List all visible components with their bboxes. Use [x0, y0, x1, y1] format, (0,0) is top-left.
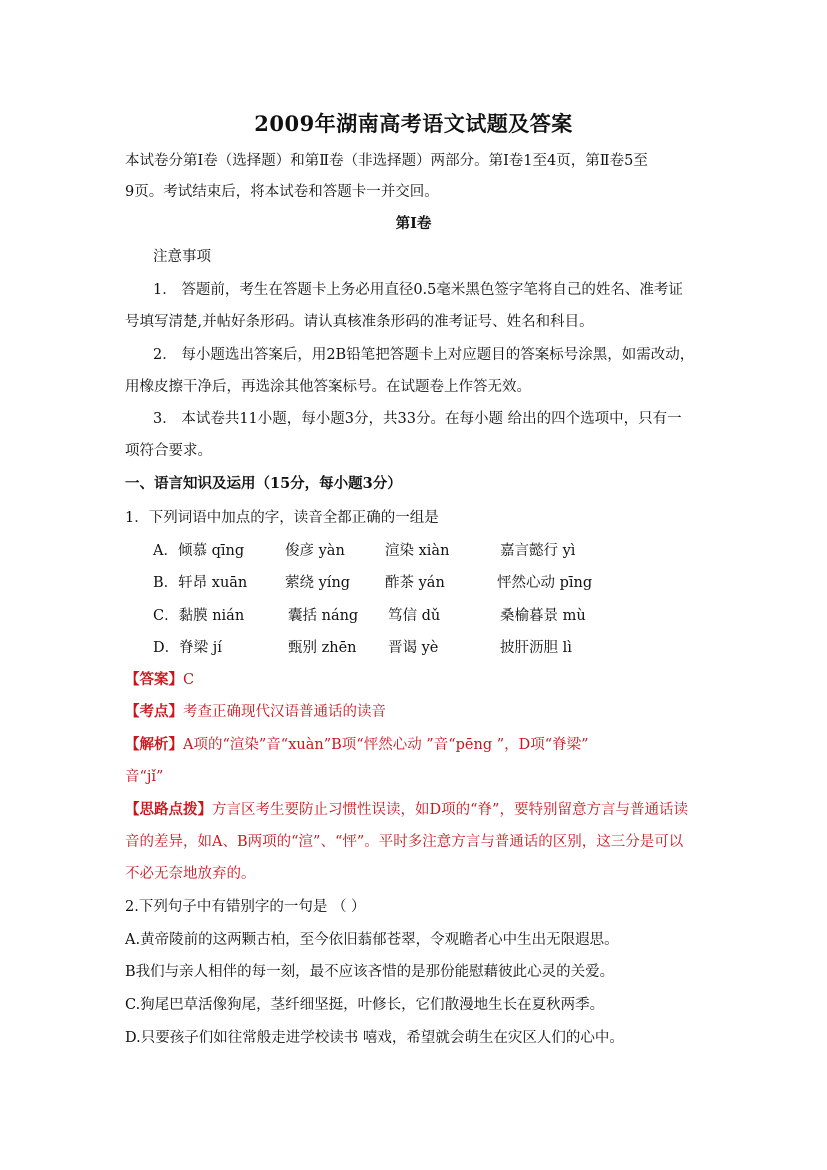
q1-tip-3: 不必无奈地放弃的。 [125, 866, 256, 882]
analysis-text-1: A项的“渲染”音“xuàn”B项“怦然心动 ”音“pēng ”，D项“脊梁” [183, 737, 589, 753]
q1-option-d4: 披肝沥胆 lì [500, 640, 572, 656]
notice-2b: 用橡皮擦干净后，再选涂其他答案标号。在试题卷上作答无效。 [125, 379, 531, 395]
intro-line-2: 9页。考试结束后，将本试卷和答题卡一并交回。 [125, 184, 439, 200]
notice-1b: 号填写清楚,并帖好条形码。请认真核准条形码的准考证号、姓名和科目。 [125, 314, 594, 330]
q1-option-a3: 渲染 xiàn [385, 543, 450, 559]
answer-value: C [183, 672, 195, 688]
q1-option-b2: 萦绕 yíng [285, 575, 351, 591]
notice-heading: 注意事项 [153, 249, 211, 265]
notice-2a: 2． 每小题选出答案后，用2B铅笔把答题卡上对应题目的答案标号涂黑，如需改动， [153, 347, 695, 363]
q1-option-b1: B．轩昂 xuān [153, 575, 248, 591]
q1-option-d1: D．脊梁 jí [153, 640, 222, 656]
q2-stem: 2.下列句子中有错别字的一句是 （ ） [125, 899, 366, 915]
point-label: 【考点】 [125, 703, 183, 720]
q2-option-a: A.黄帝陵前的这两颗古柏，至今依旧蓊郁苍翠，令观瞻者心中生出无限遐思。 [125, 932, 619, 948]
q1-option-a2: 俊彦 yàn [285, 543, 345, 559]
document-title: 2009年湖南高考语文试题及答案 [254, 111, 573, 136]
notice-3a: 3． 本试卷共11小题，每小题3分，共33分。在每小题 给出的四个选项中，只有一 [153, 411, 682, 427]
tip-label: 【思路点拨】 [125, 801, 212, 818]
q1-option-c2: 囊括 náng [288, 608, 359, 624]
q2-option-d: D.只要孩子们如往常般走进学校读书 嘻戏，希望就会萌生在灾区人们的心中。 [125, 1030, 624, 1046]
q1-option-a1: A．倾慕 qīng [153, 543, 245, 559]
q1-analysis-1 [125, 735, 589, 755]
q1-option-a4: 嘉言懿行 yì [500, 543, 576, 559]
section1-heading: 一、语言知识及运用（15分，每小题3分） [125, 475, 402, 492]
notice-1a: 1． 答题前，考生在答题卡上务必用直径0.5毫米黑色签字笔将自己的姓名、准考证 [153, 282, 683, 298]
point-value: 考查正确现代汉语普通话的读音 [183, 704, 386, 720]
answer-label: 【答案】 [125, 671, 183, 688]
q2-option-c: C.狗尾巴草活像狗尾，茎纤细坚挺，叶修长，它们散漫地生长在夏秋两季。 [125, 997, 605, 1013]
q1-option-c3: 笃信 dǔ [388, 608, 441, 624]
q1-stem: 1．下列词语中加点的字，读音全都正确的一组是 [125, 510, 439, 526]
q1-tip-2: 音的差异，如A、B两项的“渲”、“怦”。平时多注意方言与普通话的区别，这三分是可以 [125, 834, 684, 850]
q1-option-b4: 怦然心动 pīng [497, 575, 593, 591]
tip-text-1: 方言区考生要防止习惯性误读，如D项的“脊”，要特别留意方言与普通话读 [212, 802, 688, 818]
intro-line-1: 本试卷分第Ⅰ卷（选择题）和第Ⅱ卷（非选择题）两部分。第Ⅰ卷1至4页，第Ⅱ卷5至 [125, 153, 648, 169]
q1-option-c1: C．黏膜 nián [153, 608, 245, 624]
q1-point [125, 702, 386, 722]
q1-option-d3: 晋谒 yè [388, 640, 439, 656]
q1-analysis-2: 音“jǐ” [125, 769, 164, 785]
q2-option-b: B我们与亲人相伴的每一刻，最不应该吝惜的是那份能慰藉彼此心灵的关爱。 [125, 964, 615, 980]
q1-tip-1 [125, 800, 688, 820]
q1-option-b3: 酢茶 yán [385, 575, 445, 591]
q1-option-d2: 甄别 zhēn [288, 640, 357, 656]
q1-answer [125, 670, 194, 690]
q1-option-c4: 桑榆暮景 mù [500, 608, 586, 624]
analysis-label: 【解析】 [125, 736, 183, 753]
notice-3b: 项符合要求。 [125, 443, 212, 459]
volume-heading: 第Ⅰ卷 [395, 215, 432, 232]
